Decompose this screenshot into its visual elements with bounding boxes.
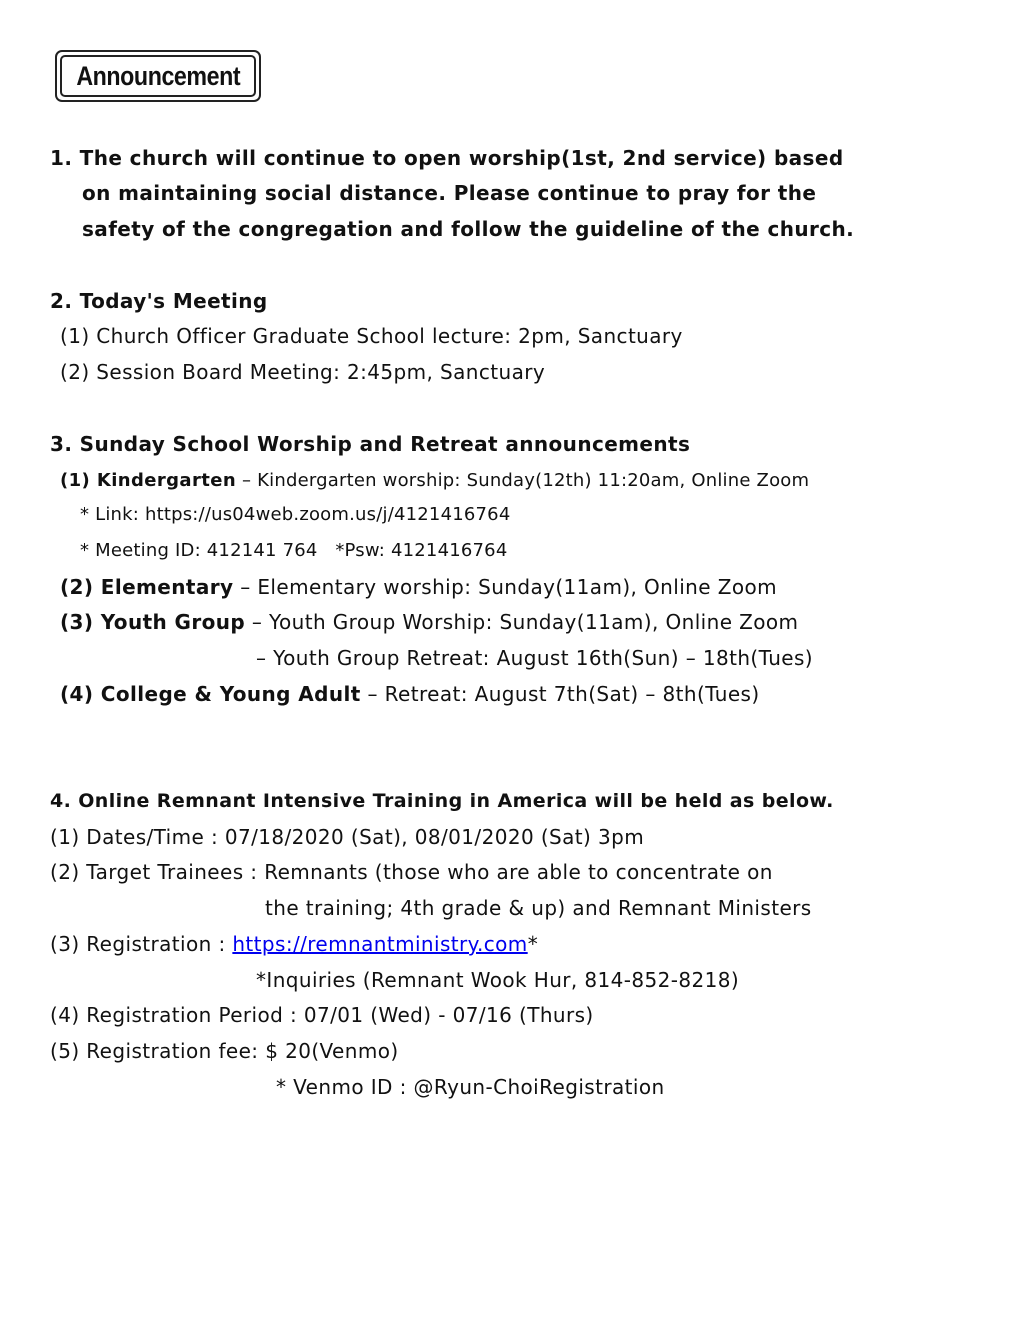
registration-inquiries: *Inquiries (Remnant Wook Hur, 814-852-8218) — [256, 968, 740, 992]
registration-star: * — [527, 932, 539, 956]
venmo-id: * Venmo ID : @Ryun-ChoiRegistration — [276, 1075, 665, 1099]
college-text: – Retreat: August 7th(Sat) – 8th(Tues) — [360, 682, 760, 706]
registration-period: (4) Registration Period : 07/01 (Wed) - 07/16 (Thurs) — [50, 1003, 594, 1027]
college-line — [60, 681, 760, 707]
registration-line — [50, 931, 538, 957]
section2-heading: 2. Today's Meeting — [50, 289, 268, 313]
training-dates: (1) Dates/Time : 07/18/2020 (Sat), 08/01/2020 (Sat) 3pm — [50, 825, 645, 849]
youth-retreat: – Youth Group Retreat: August 16th(Sun) – 18th(Tues) — [256, 646, 814, 670]
elementary-label: (2) Elementary — [60, 575, 234, 599]
announcement-title-inner — [60, 55, 256, 97]
registration-label: (3) Registration : — [50, 932, 233, 956]
college-label: (4) College & Young Adult — [60, 682, 361, 706]
section4-heading: 4. Online Remnant Intensive Training in America will be held as below. — [50, 790, 834, 812]
kindergarten-text: – Kindergarten worship: Sunday(12th) 11:20am, Online Zoom — [236, 470, 810, 491]
target-trainees-line2: the training; 4th grade & up) and Remnant Ministers — [265, 896, 812, 920]
section3-heading: 3. Sunday School Worship and Retreat announcements — [50, 432, 691, 456]
elementary-line — [60, 574, 777, 600]
registration-fee: (5) Registration fee: $ 20(Venmo) — [50, 1039, 399, 1063]
section2-item-1: (1) Church Officer Graduate School lecture: 2pm, Sanctuary — [60, 324, 683, 348]
elementary-text: – Elementary worship: Sunday(11am), Online Zoom — [233, 575, 777, 599]
kindergarten-meeting-id: * Meeting ID: 412141 764 *Psw: 4121416764 — [80, 540, 508, 561]
target-trainees-line1: (2) Target Trainees : Remnants (those who are able to concentrate on — [50, 860, 773, 884]
kindergarten-label: (1) Kindergarten — [60, 470, 237, 491]
announcement-title-box — [55, 50, 261, 102]
kindergarten-zoom-link: * Link: https://us04web.zoom.us/j/4121416764 — [80, 504, 511, 525]
section1-line3: safety of the congregation and follow the guideline of the church. — [82, 217, 855, 241]
registration-link[interactable]: https://remnantministry.com — [232, 932, 528, 956]
youth-line — [60, 609, 798, 635]
section1-line2: on maintaining social distance. Please continue to pray for the — [82, 181, 817, 205]
youth-text: – Youth Group Worship: Sunday(11am), Online Zoom — [245, 610, 799, 634]
announcement-title: Announcement — [76, 60, 240, 91]
section2-item-2: (2) Session Board Meeting: 2:45pm, Sanctuary — [60, 360, 546, 384]
youth-label: (3) Youth Group — [60, 610, 246, 634]
section1-line1: 1. The church will continue to open worship(1st, 2nd service) based — [50, 146, 844, 170]
kindergarten-line — [60, 466, 809, 494]
